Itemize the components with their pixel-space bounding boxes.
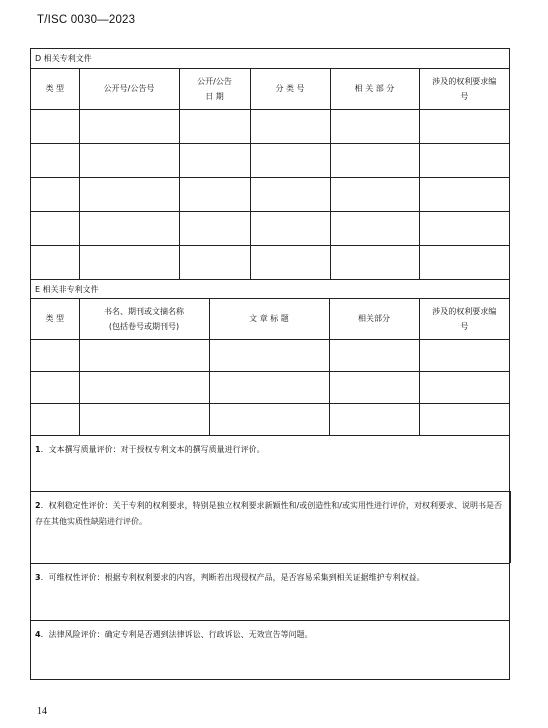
table-cell[interactable] <box>179 245 250 279</box>
evaluation-number: 2 <box>35 501 41 510</box>
table-header-row <box>31 69 509 109</box>
table-row <box>31 143 509 177</box>
table-cell[interactable] <box>250 109 330 143</box>
column-header: 书名、期刊或文摘名称 (包括卷号或期刊号) <box>79 299 209 339</box>
table-row <box>31 245 509 279</box>
table-cell[interactable] <box>79 245 179 279</box>
table-cell[interactable] <box>330 211 419 245</box>
table-row <box>31 371 509 403</box>
table-cell[interactable] <box>31 211 79 245</box>
column-header: 类 型 <box>31 299 79 339</box>
table-cell[interactable] <box>419 245 509 279</box>
evaluation-text: ．法律风险评价：确定专利是否遇到法律诉讼、行政诉讼、无效宣告等问题。 <box>40 630 313 639</box>
table-cell[interactable] <box>419 177 509 211</box>
table-cell[interactable] <box>79 371 209 403</box>
evaluation-legal-risk <box>31 620 509 680</box>
table-row <box>31 177 509 211</box>
column-header: 类 型 <box>31 69 79 109</box>
table-row <box>31 339 509 371</box>
column-header: 涉及的权利要求编 号 <box>419 299 509 339</box>
section-d-title: D 相关专利文件 <box>31 49 509 69</box>
table-cell[interactable] <box>330 177 419 211</box>
table-cell[interactable] <box>330 245 419 279</box>
evaluation-enforceability <box>31 563 509 620</box>
table-cell[interactable] <box>250 177 330 211</box>
table-cell[interactable] <box>179 177 250 211</box>
column-header: 分 类 号 <box>250 69 330 109</box>
table-cell[interactable] <box>179 211 250 245</box>
evaluation-number: 4 <box>35 630 41 639</box>
table-cell[interactable] <box>79 177 179 211</box>
table-cell[interactable] <box>329 371 419 403</box>
table-cell[interactable] <box>419 109 509 143</box>
table-cell[interactable] <box>209 339 329 371</box>
evaluation-text: ．文本撰写质量评价：对于授权专利文本的撰写质量进行评价。 <box>40 445 265 454</box>
table-cell[interactable] <box>419 403 509 435</box>
table-row <box>31 403 509 435</box>
table-cell[interactable] <box>79 143 179 177</box>
table-cell[interactable] <box>179 143 250 177</box>
table-cell[interactable] <box>179 109 250 143</box>
evaluation-text: ．权利稳定性评价：关于专利的权利要求，特别是独立权利要求新颖性和/或创造性和/或实用性进行评价，对权利要求、说明书是否存在其他实质性缺陷进行评价。 <box>35 501 502 526</box>
evaluation-number: 1 <box>35 445 41 454</box>
table-cell[interactable] <box>250 211 330 245</box>
table-cell[interactable] <box>209 403 329 435</box>
column-header: 公开号/公告号 <box>79 69 179 109</box>
evaluation-text: ．可维权性评价：根据专利权利要求的内容，判断若出现侵权产品，是否容易采集到相关证据维护专利权益。 <box>40 573 425 582</box>
evaluation-text-quality <box>31 435 509 491</box>
column-header: 涉及的权利要求编 号 <box>419 69 509 109</box>
table-cell[interactable] <box>419 211 509 245</box>
table-cell[interactable] <box>250 143 330 177</box>
table-cell[interactable] <box>31 109 79 143</box>
table-cell[interactable] <box>79 403 209 435</box>
column-header: 相关部分 <box>329 299 419 339</box>
table-cell[interactable] <box>419 371 509 403</box>
evaluation-form <box>30 48 510 680</box>
table-cell[interactable] <box>31 403 79 435</box>
evaluation-stability <box>31 491 511 563</box>
table-cell[interactable] <box>31 339 79 371</box>
non-patent-documents-table <box>31 299 509 436</box>
column-header: 公开/公告 日 期 <box>179 69 250 109</box>
table-row <box>31 109 509 143</box>
table-cell[interactable] <box>79 211 179 245</box>
table-cell[interactable] <box>31 143 79 177</box>
table-cell[interactable] <box>330 143 419 177</box>
page-number: 14 <box>37 706 47 717</box>
section-e-title: E 相关非专利文件 <box>31 279 509 299</box>
table-cell[interactable] <box>31 177 79 211</box>
table-row <box>31 211 509 245</box>
table-cell[interactable] <box>330 109 419 143</box>
table-cell[interactable] <box>31 245 79 279</box>
evaluation-number: 3 <box>35 573 41 582</box>
table-cell[interactable] <box>79 339 209 371</box>
table-cell[interactable] <box>79 109 179 143</box>
table-cell[interactable] <box>31 371 79 403</box>
table-header-row <box>31 299 509 339</box>
table-cell[interactable] <box>329 403 419 435</box>
table-cell[interactable] <box>419 143 509 177</box>
column-header: 文 章 标 题 <box>209 299 329 339</box>
table-cell[interactable] <box>329 339 419 371</box>
table-cell[interactable] <box>209 371 329 403</box>
table-cell[interactable] <box>419 339 509 371</box>
document-id: T/ISC 0030—2023 <box>37 14 136 26</box>
column-header: 相 关 部 分 <box>330 69 419 109</box>
table-cell[interactable] <box>250 245 330 279</box>
patent-documents-table <box>31 69 509 280</box>
